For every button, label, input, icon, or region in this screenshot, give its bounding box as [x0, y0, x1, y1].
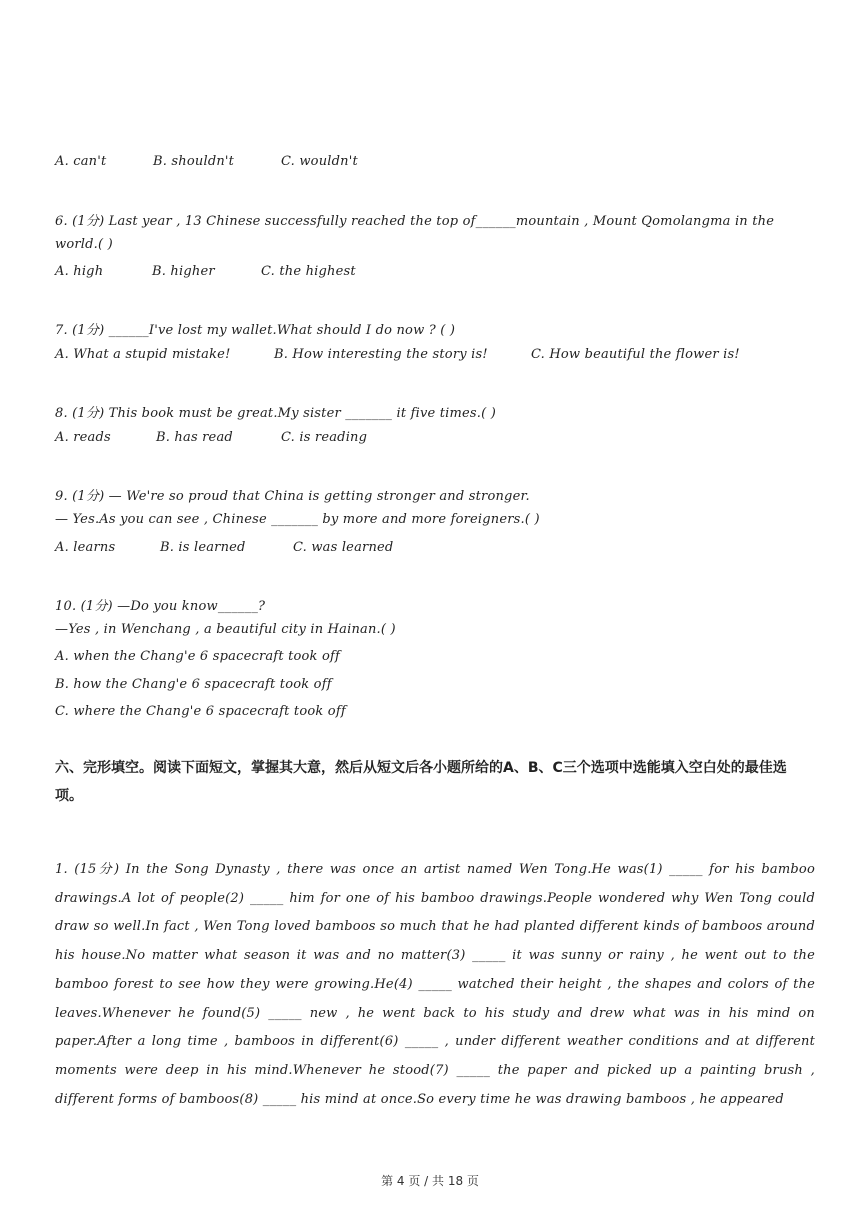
q5-option-b: B. shouldn't: [153, 154, 235, 169]
q5-option-c: C. wouldn't: [281, 154, 358, 169]
q7-stem: 7. (1分) ______I've lost my wallet.What should I do now ? ( ): [55, 323, 456, 338]
q9-option-c: C. was learned: [293, 540, 394, 555]
q7-option-b: B. How interesting the story is!: [274, 347, 488, 362]
q6-options: [55, 264, 356, 279]
q8-stem: 8. (1分) This book must be great.My sister _______ it five times.( ): [55, 406, 497, 421]
q10-stem-line2: —Yes , in Wenchang , a beautiful city in Hainan.( ): [55, 622, 396, 637]
page-footer: 第 4 页 / 共 18 页: [381, 1174, 479, 1188]
q9-option-b: B. is learned: [160, 540, 246, 555]
q6-stem-line2: world.( ): [55, 237, 113, 252]
q8-option-b: B. has read: [156, 430, 233, 445]
q5-option-a: A. can't: [55, 154, 107, 169]
q7-options: [55, 347, 740, 362]
q8-options: [55, 430, 367, 445]
q9-stem-line2: — Yes.As you can see , Chinese _______ by more and more foreigners.( ): [55, 512, 540, 527]
q8-option-a: A. reads: [55, 430, 111, 445]
q6-option-a: A. high: [55, 264, 104, 279]
q10-option-b: B. how the Chang'e 6 spacecraft took off: [55, 677, 332, 692]
q9-options: [55, 540, 393, 555]
q7-option-a: A. What a stupid mistake!: [55, 347, 231, 362]
q10-stem-line1: 10. (1分) —Do you know______?: [55, 599, 266, 614]
q8-option-c: C. is reading: [281, 430, 368, 445]
section-title: 六、完形填空。阅读下面短文，掌握其大意，然后从短文后各小题所给的A、B、C三个选项中选能填入空白处的最佳选项。: [55, 760, 787, 804]
q6-stem-line1: 6. (1分) Last year , 13 Chinese successfully reached the top of______mountain , Mount Qomolangma in the: [55, 214, 775, 229]
q6-option-b: B. higher: [152, 264, 215, 279]
q10-option-a: A. when the Chang'e 6 spacecraft took off: [55, 649, 341, 664]
q5-options: [55, 154, 358, 169]
q6-option-c: C. the highest: [261, 264, 356, 279]
q9-stem-line1: 9. (1分) — We're so proud that China is getting stronger and stronger.: [55, 489, 530, 504]
q7-option-c: C. How beautiful the flower is!: [531, 347, 740, 362]
q9-option-a: A. learns: [55, 540, 116, 555]
q10-option-c: C. where the Chang'e 6 spacecraft took off: [55, 704, 346, 719]
cloze-passage: 1. (15分) In the Song Dynasty , there was once an artist named Wen Tong.He was(1) _____ for his bamboo drawings.A lot of people(2) _____ him for one of his bamboo drawings.People wondered why Wen Tong could draw so well.In fact , Wen Tong loved bamboos so much that he had planted different kinds of bamboos around his house.No matter what season it was and no matter(3) _____ it was sunny or rainy , he went out to the bamboo forest to see how they were growing.He(4) _____ watched their height , the shapes and colors of the leaves.Whenever he found(5) _____ new , he went back to his study and drew what was in his mind on paper.After a long time , bamboos in different(6) _____ , under different weather conditions and at different moments were deep in his mind.Whenever he stood(7) _____ the paper and picked up a painting brush , different forms of bamboos(8) _____ his mind at once.So every time he was drawing bamboos , he appeared: [55, 862, 815, 1107]
